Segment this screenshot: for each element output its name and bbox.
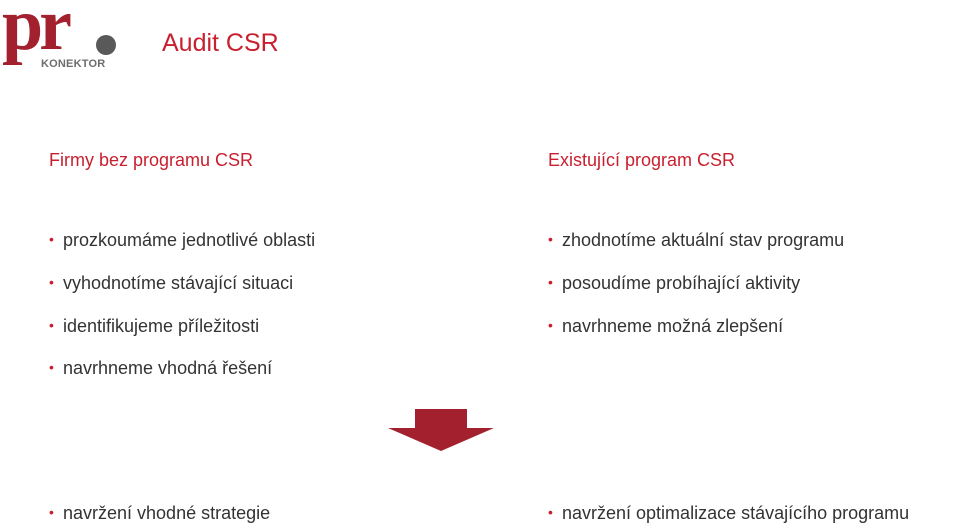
- bullet-icon: •: [548, 231, 553, 247]
- logo-subtitle: KONEKTOR: [41, 58, 106, 70]
- list-item-text: prozkoumáme jednotlivé oblasti: [63, 230, 316, 250]
- bullet-icon: •: [49, 359, 54, 375]
- list-item: [49, 316, 259, 337]
- pr-konektor-logo: [2, 2, 122, 72]
- list-item-text: vyhodnotíme stávající situaci: [63, 273, 294, 293]
- list-item: [548, 316, 783, 337]
- list-item: [548, 230, 844, 251]
- right-column-heading: Existující program CSR: [548, 150, 736, 170]
- down-arrow-icon: [388, 409, 494, 451]
- logo-mark: pr: [2, 0, 68, 66]
- list-item-text: navrhneme vhodná řešení: [63, 358, 273, 378]
- right-result-item: [548, 503, 909, 524]
- bullet-icon: •: [548, 317, 553, 333]
- list-item: [49, 358, 272, 379]
- list-item-text: identifikujeme příležitosti: [63, 316, 260, 336]
- list-item-text: navrhneme možná zlepšení: [562, 316, 784, 336]
- left-column-heading: Firmy bez programu CSR: [49, 150, 254, 170]
- bullet-icon: •: [49, 317, 54, 333]
- list-item: [548, 273, 800, 294]
- left-result-text: navržení vhodné strategie: [63, 503, 271, 523]
- bullet-icon: •: [548, 504, 553, 520]
- right-result-text: navržení optimalizace stávajícího programu: [562, 503, 910, 523]
- list-item: [49, 273, 293, 294]
- bullet-icon: •: [49, 231, 54, 247]
- list-item: [49, 230, 315, 251]
- list-item-text: zhodnotíme aktuální stav programu: [562, 230, 845, 250]
- left-result-item: [49, 503, 270, 524]
- slide-title: Audit CSR: [162, 29, 279, 57]
- bullet-icon: •: [49, 504, 54, 520]
- bullet-icon: •: [49, 274, 54, 290]
- logo-dot: [96, 35, 116, 55]
- bullet-icon: •: [548, 274, 553, 290]
- list-item-text: posoudíme probíhající aktivity: [562, 273, 801, 293]
